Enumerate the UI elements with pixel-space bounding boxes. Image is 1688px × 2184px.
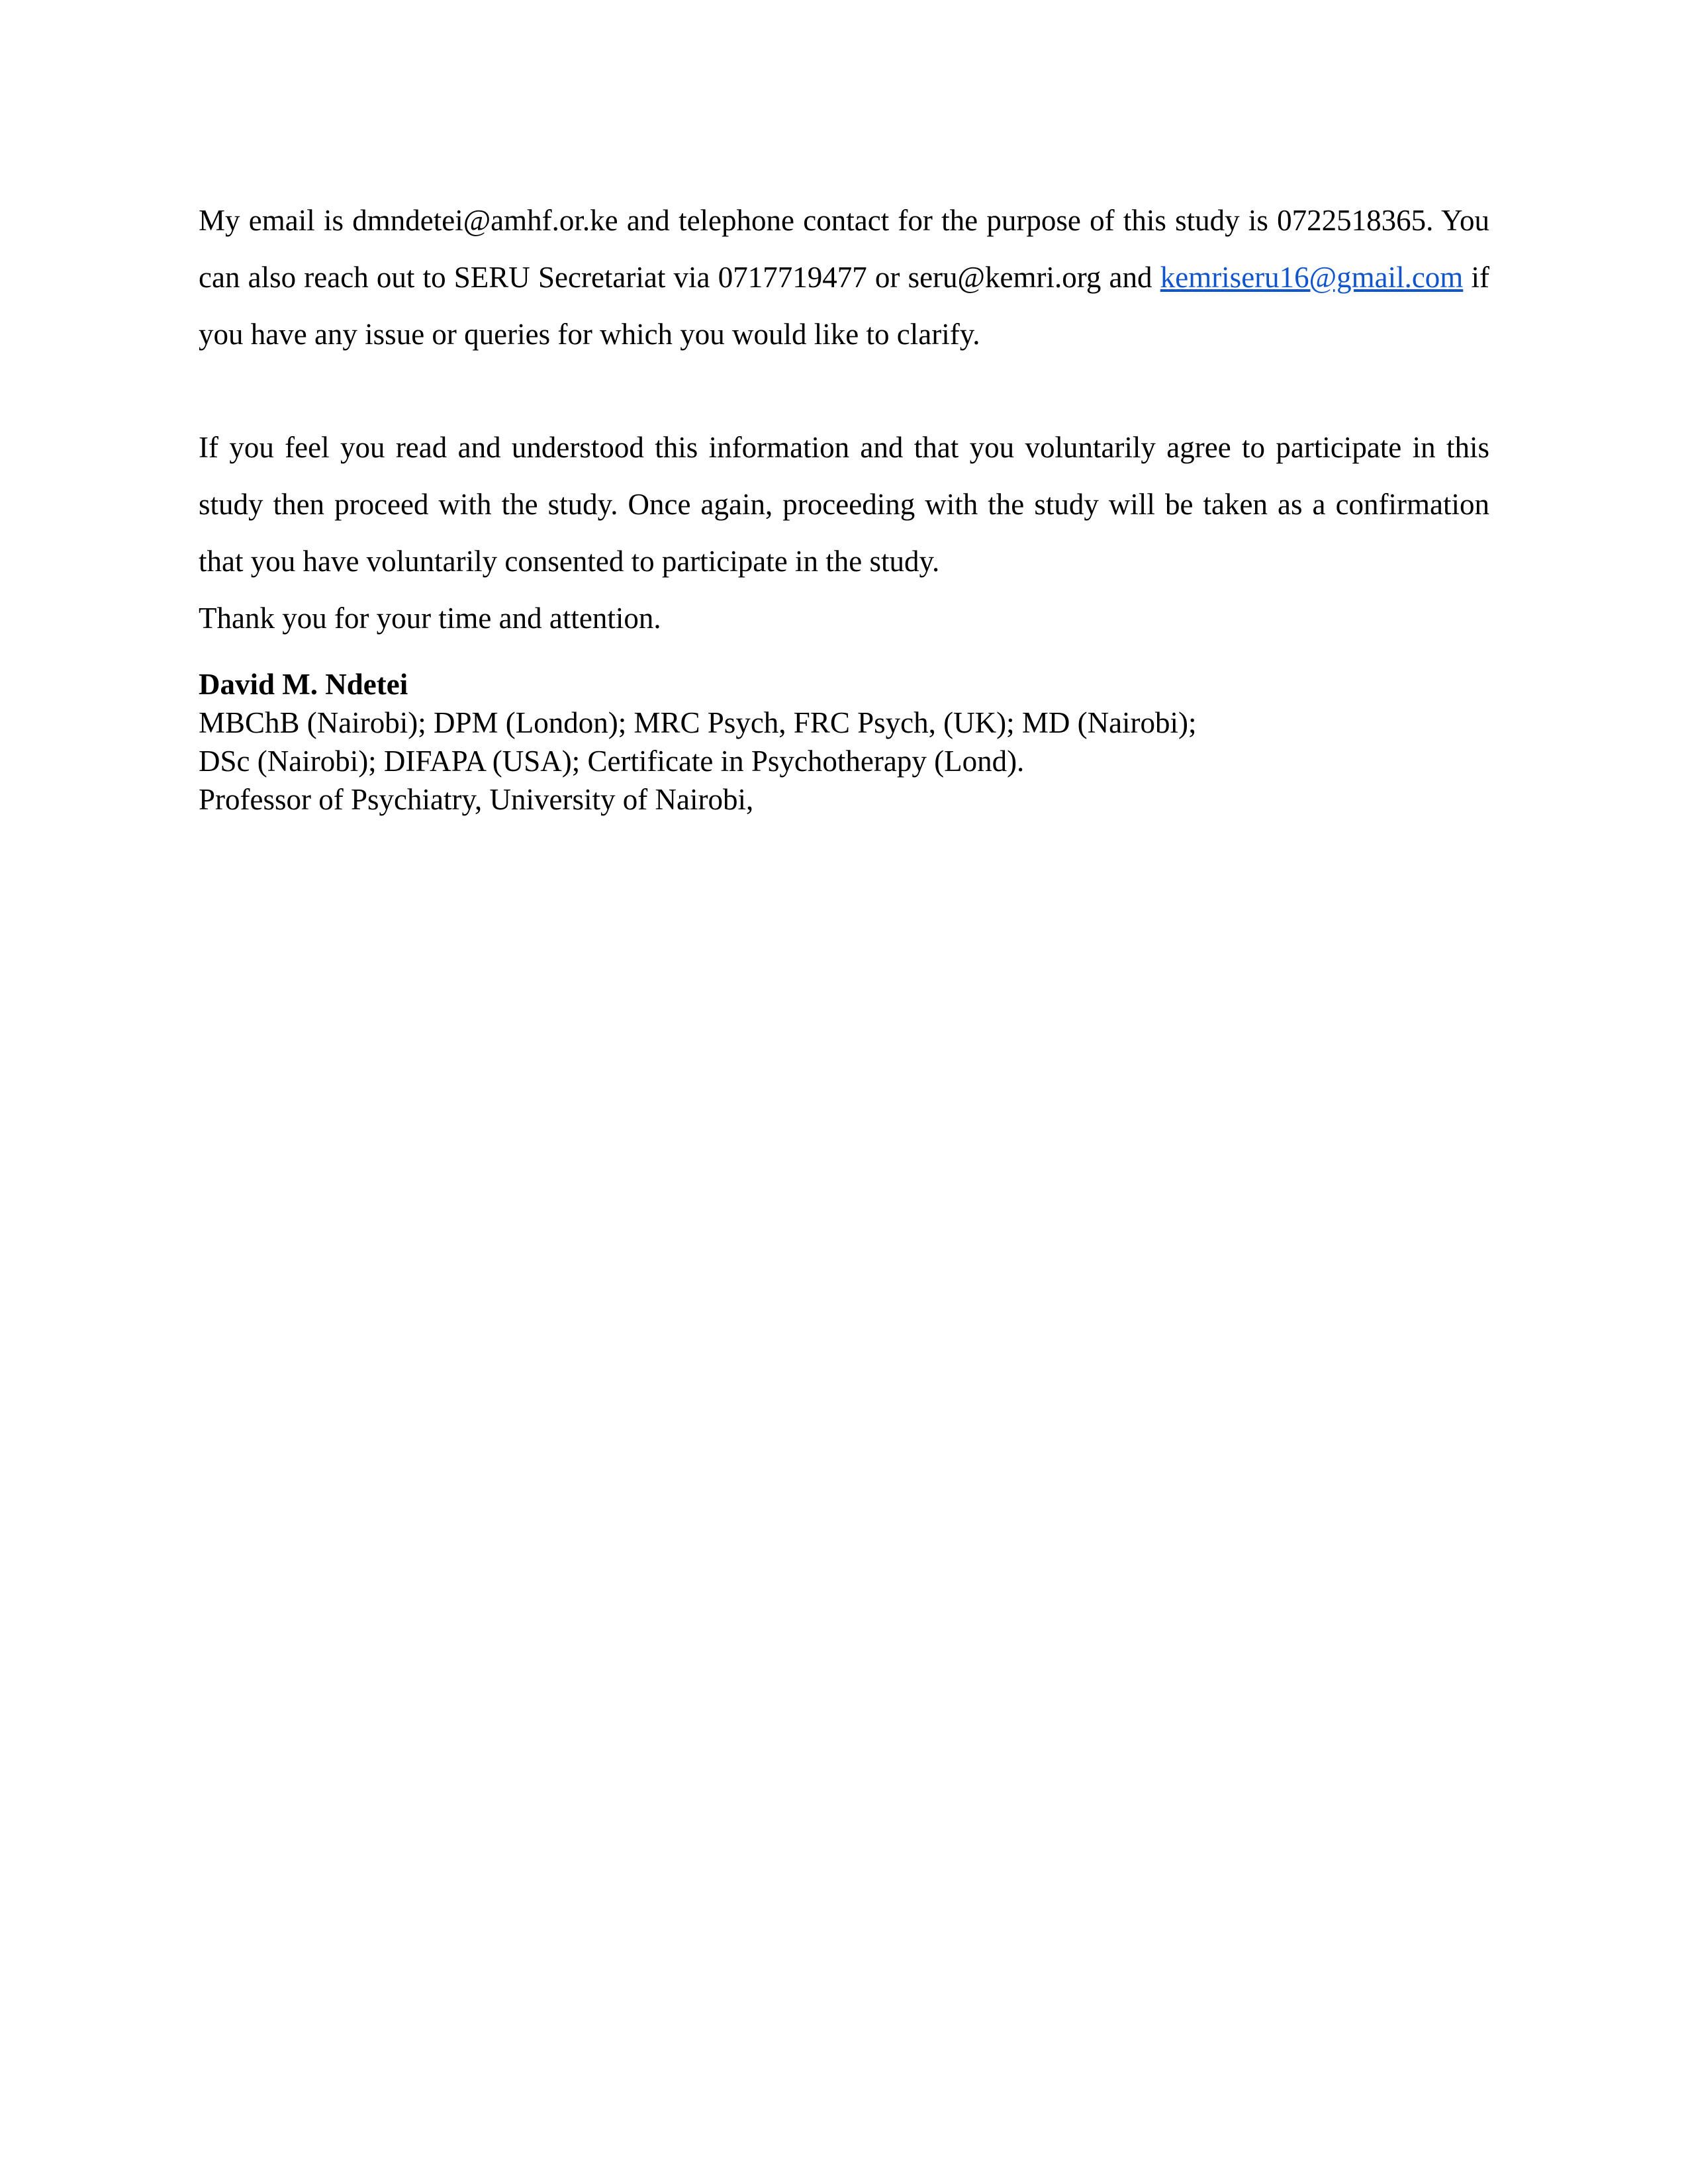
kemriseru-email-link[interactable]: kemriseru16@gmail.com xyxy=(1160,261,1464,294)
signatory-title: Professor of Psychiatry, University of Nairobi, xyxy=(199,783,754,816)
credentials-line-2: DSc (Nairobi); DIFAPA (USA); Certificate in Psychotherapy (Lond). xyxy=(199,745,1025,778)
credentials-line-1: MBChB (Nairobi); DPM (London); MRC Psych, FRC Psych, (UK); MD (Nairobi); xyxy=(199,706,1197,739)
signature-block xyxy=(199,665,1489,819)
signatory-name: David M. Ndetei xyxy=(199,668,408,701)
document-body xyxy=(199,192,1489,819)
thanks-line: Thank you for your time and attention. xyxy=(199,602,661,635)
contact-paragraph xyxy=(199,192,1489,363)
contact-text-end: if you have any issue or queries for which you would like to clarify. xyxy=(199,261,1489,351)
contact-text-start: My email is dmndetei@amhf.or.ke and telephone contact for the purpose of this study is 0722518365. You can also reach out to SERU Secretariat via 0717719477 or seru@kemri.org and xyxy=(199,204,1489,294)
consent-paragraph: If you feel you read and understood this information and that you voluntarily agree to participate in this study then proceed with the study. Once again, proceeding with the study will be taken as a confirmation that you have voluntarily consented to participate in the study. xyxy=(199,431,1489,578)
